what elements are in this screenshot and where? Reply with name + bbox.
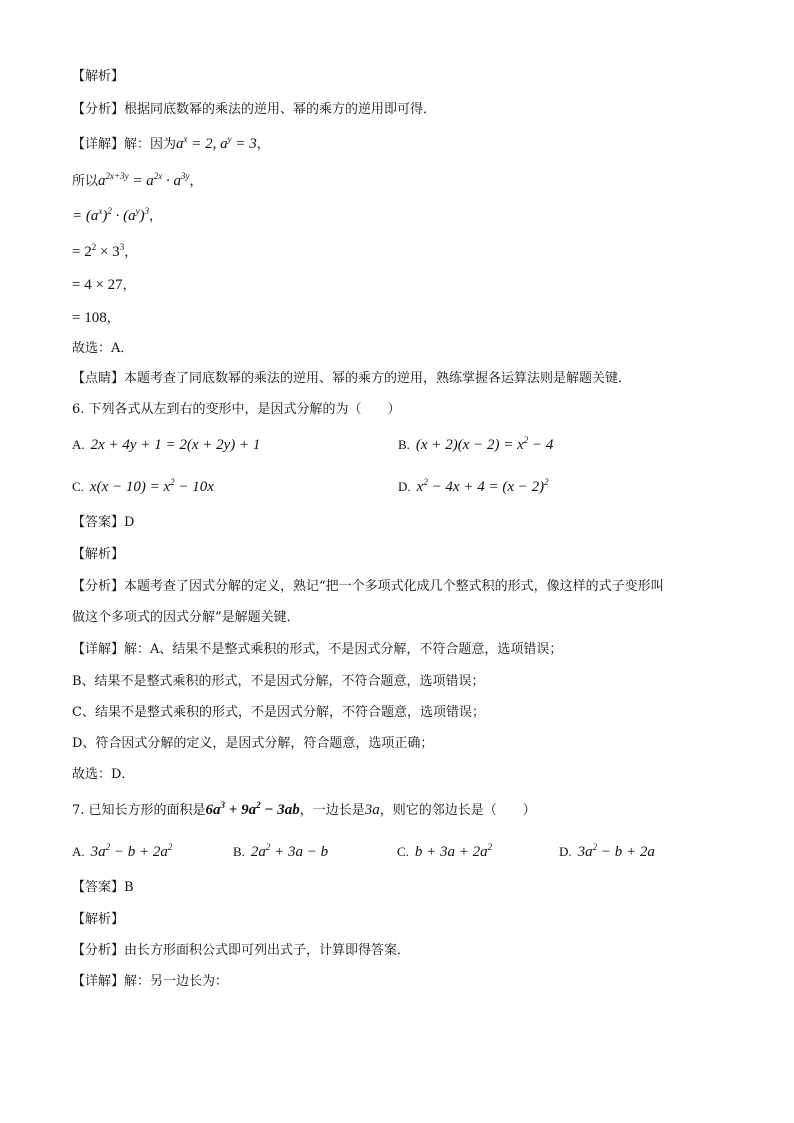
solution-7: 【详解】解：另一边长为： bbox=[72, 974, 229, 989]
question-7: 7. 已知长方形的面积是$6a^3 + 9a^2 - 3ab$，一边长是3a，则它的邻边长是（ ） bbox=[72, 800, 536, 818]
analysis-5: 【分析】根据同底数幂的乘法的逆用、幂的乘方的逆用即可得． bbox=[72, 102, 437, 117]
question-6-option-d: D. $x^2 - 4x + 4 = (x - 2)^2$ bbox=[398, 477, 549, 495]
question-7-option-b: B. $2a^2 + 3a - b$ bbox=[233, 842, 329, 860]
solution-6-d: D、符合因式分解的定义，是因式分解，符合题意，选项正确； bbox=[72, 736, 434, 751]
answer-7: 【答案】B bbox=[72, 880, 134, 895]
analysis-6-line-1: 【分析】本题考查了因式分解的定义，熟记“把一个多项式化成几个整式积的形式，像这样的式子变形叫 bbox=[72, 579, 664, 594]
question-6-option-b: B. $(x + 2)(x - 2) = x^2 - 4$ bbox=[398, 435, 554, 453]
solution-5-line-1: 【详解】解：因为$a^x = 2$, $a^y = 3$， bbox=[72, 134, 270, 152]
question-6-option-c: C. $x(x - 10) = x^2 - 10x$ bbox=[72, 477, 214, 495]
solution-6-a: 【详解】解：A、结果不是整式乘积的形式，不是因式分解，不符合题意，选项错误； bbox=[72, 642, 563, 657]
solution-5-line-5: = 4 × 27， bbox=[72, 277, 136, 293]
question-7-option-a: A. $3a^2 - b + 2a^2$ bbox=[72, 842, 173, 860]
solution-6-c: C、结果不是整式乘积的形式，不是因式分解，不符合题意，选项错误； bbox=[72, 705, 485, 720]
question-6: 6. 下列各式从左到右的变形中，是因式分解的为（ ） bbox=[72, 402, 401, 417]
analysis-heading-5: 【解析】 bbox=[72, 69, 125, 84]
solution-6-choice: 故选：D． bbox=[72, 767, 135, 782]
solution-5-line-4: = $2^2 \times 3^3$， bbox=[72, 242, 138, 260]
solution-5-choice: 故选：A． bbox=[72, 341, 134, 356]
analysis-7: 【分析】由长方形面积公式即可列出式子，计算即得答案． bbox=[72, 943, 411, 958]
question-7-option-c: C. $b + 3a + 2a^2$ bbox=[397, 842, 493, 860]
question-6-option-a: A. 2x + 4y + 1 = 2(x + 2y) + 1 bbox=[72, 437, 261, 453]
solution-5-line-6: = 108， bbox=[72, 310, 120, 326]
question-7-option-d: D. $3a^2 - b + 2a$ bbox=[559, 842, 655, 860]
comment-5: 【点睛】本题考查了同底数幂的乘法的逆用、幂的乘方的逆用，熟练掌握各运算法则是解题关键． bbox=[72, 371, 632, 386]
answer-6: 【答案】D bbox=[72, 515, 135, 530]
solution-5-line-2: 所以$a^{2x+3y} = a^{2x} \cdot a^{3y}$， bbox=[72, 171, 203, 189]
analysis-heading-7: 【解析】 bbox=[72, 912, 125, 927]
solution-5-line-3: = $(a^x)^2 \cdot (a^y)^3$， bbox=[72, 206, 163, 224]
analysis-6-line-2: 做这个多项式的因式分解”是解题关键． bbox=[72, 610, 300, 625]
solution-6-b: B、结果不是整式乘积的形式，不是因式分解，不符合题意，选项错误； bbox=[72, 674, 485, 689]
analysis-heading-6: 【解析】 bbox=[72, 547, 125, 562]
